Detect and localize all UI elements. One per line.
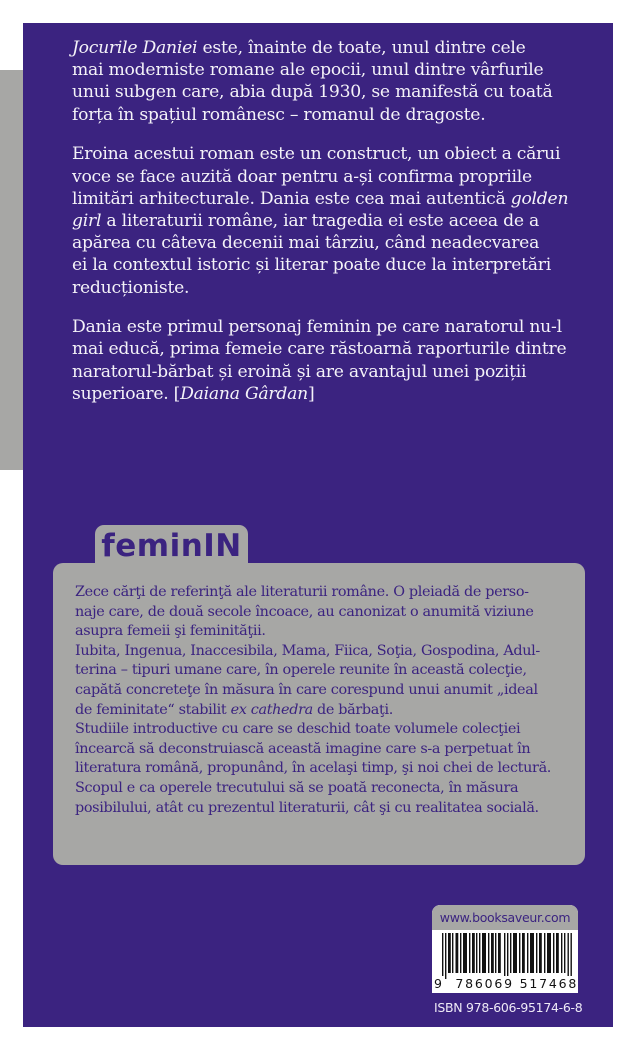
emphasis: girl: [72, 210, 102, 231]
text-line: capătă concreteţe în măsura în care corespund unui anumit „ideal: [75, 681, 538, 698]
text: de feminitate“ stabilit: [75, 701, 231, 718]
text: este, înainte de toate, unul dintre cele: [197, 38, 526, 58]
text-line: Eroina acestui roman este un construct, un obiect a cărui: [72, 144, 561, 165]
text-line: terina – tipuri umane care, în operele reunite în această colecţie,: [75, 662, 527, 679]
text-line: ei la contextul istoric și literar poate duce la interpretări: [72, 255, 552, 276]
text: superioare. [: [72, 383, 181, 404]
barcode-icon: [442, 933, 572, 979]
text-line: apărea cu câteva decenii mai târziu, când neadecvarea: [72, 233, 540, 254]
book-title: Jocurile Daniei: [72, 38, 198, 58]
series-logo: feminIN: [95, 525, 248, 567]
text: de bărbaţi.: [312, 701, 393, 718]
text-line: Studiile introductive cu care se deschid toate volumele colecţiei: [75, 721, 521, 738]
text-line: voce se face auzită doar pentru a-și confirma propriile: [72, 166, 532, 187]
publisher-url: www.booksaveur.com: [432, 905, 578, 930]
text-line: forța în spațiul românesc – romanul de dragoste.: [72, 104, 486, 125]
text-line: Iubita, Ingenua, Inaccesibila, Mama, Fiica, Soţia, Gospodina, Adul-: [75, 642, 540, 659]
text-line: [72, 188, 612, 210]
digit-group-2: 517468: [519, 976, 578, 991]
blurb-paragraph-1: [72, 37, 612, 126]
emphasis: ex cathedra: [230, 701, 313, 718]
text-line: asupra femeii şi feminităţii.: [75, 623, 266, 640]
text-line: unui subgen care, abia după 1930, se manifestă cu toată: [72, 82, 553, 103]
barcode-digits: [434, 976, 578, 991]
digit-prefix: 9: [434, 976, 444, 991]
text-line: [72, 210, 612, 232]
text-line: [72, 383, 612, 405]
text-line: reducționiste.: [72, 277, 190, 298]
digit-group-1: 786069: [455, 976, 514, 991]
text: a literaturii române, iar tragedia ei este aceea de a: [101, 210, 540, 231]
emphasis: golden: [510, 188, 569, 209]
text-line: literatura română, propunând, în acelaşi timp, şi noi chei de lectură.: [75, 760, 552, 777]
isbn-label: ISBN 978-606-95174-6-8: [434, 1000, 583, 1015]
text-line: Dania este primul personaj feminin pe care naratorul nu-l: [72, 317, 562, 338]
text-line: [75, 701, 580, 721]
series-description: [75, 583, 580, 818]
blurb: [72, 37, 612, 423]
text-line: mai educă, prima femeie care răstoarnă raporturile dintre: [72, 339, 567, 360]
author-name: Daiana Gârdan: [180, 383, 308, 404]
text: limitări arhitecturale. Dania este cea mai autentică: [72, 188, 511, 209]
barcode-box: [432, 905, 578, 993]
text: ]: [307, 383, 315, 404]
text-line: [72, 37, 612, 59]
text-line: Scopul e ca operele trecutului să se poată reconecta, în măsura: [75, 779, 519, 796]
text-line: mai moderniste romane ale epocii, unul dintre vârfurile: [72, 60, 544, 81]
text-line: naratorul-bărbat și eroină și are avantajul unei poziții: [72, 361, 527, 382]
text-line: posibilului, atât cu prezentul literaturii, cât şi cu realitatea socială.: [75, 799, 539, 816]
text-line: încearcă să deconstruiască această imagine care s-a perpetuat în: [75, 740, 531, 757]
blurb-paragraph-3: [72, 316, 612, 405]
blurb-paragraph-2: [72, 143, 612, 298]
text-line: naje care, de două secole încoace, au canonizat o anumită viziune: [75, 603, 534, 620]
text-line: Zece cărţi de referinţă ale literaturii române. O pleiadă de perso-: [75, 584, 529, 600]
